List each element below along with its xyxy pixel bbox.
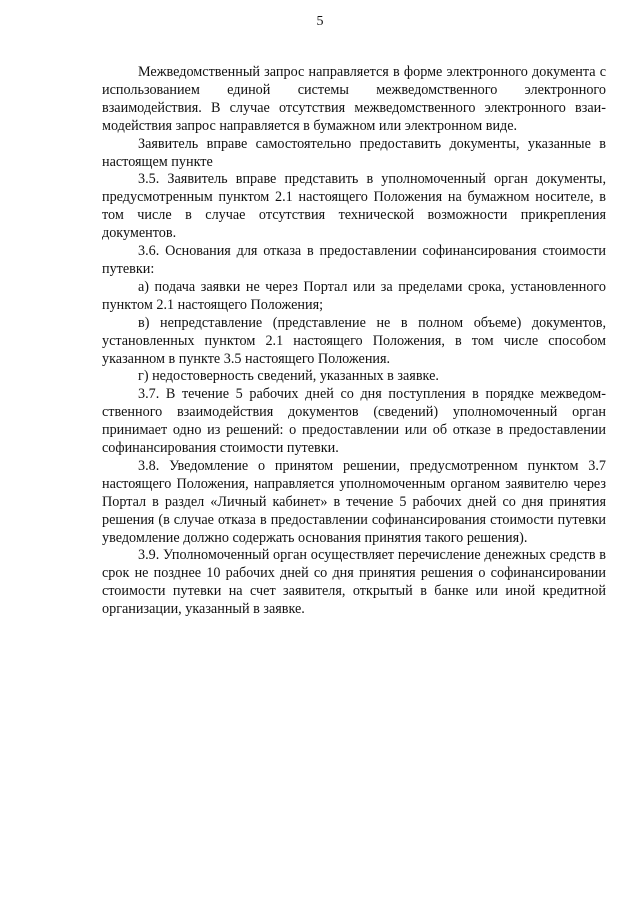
- paragraph-3-6-v: в) непредставление (представление не в полном объеме) документов, установленных пунктом 2.1 настоящего Положения, в том числе способом указанном в пункте 3.5 настоящего Положения.: [102, 314, 606, 367]
- paragraph-3-7: 3.7. В течение 5 рабочих дней со дня поступления в порядке межведомственного взаимодействия документов (сведений) уполномоченный орган принимает одно из решений: о предоставлении или об отказе в предоставлении софинансирования стоимости путевки.: [102, 386, 606, 457]
- paragraph-3-6: 3.6. Основания для отказа в предоставлении софинансирования стоимости путевки:: [102, 243, 606, 277]
- paragraph-applicant-right: Заявитель вправе самостоятельно предоставить документы, указанные в настоящем пункте: [102, 135, 606, 170]
- paragraph-3-6-g: г) недостоверность сведений, указанных в заявке.: [138, 368, 439, 385]
- document-body: [102, 64, 606, 619]
- paragraph-3-8: 3.8. Уведомление о принятом решении, предусмотренном пунктом 3.7 настоящего Положения, направляется уполномоченным органом заявителю через Портал в раздел «Личный кабинет» в течение 5 рабочих дней со дня принятия решения (в случае отказа в предоставлении софинансирования стоимости путевки уведомление должно содержать основания принятия такого решения).: [102, 457, 606, 546]
- page-number: 5: [316, 14, 324, 29]
- paragraph-3-6-a: а) подача заявки не через Портал или за пределами срока, установленного пунктом 2.1 настоящего Положения;: [102, 278, 606, 313]
- paragraph-interagency-request: Межведомственный запрос направляется в форме электронного документа с использованием единой системы межведомственного электронного взаимодействия. В случае отсутствия межведомственного электронного взаимодействия запрос направляется в бумажном или электронном виде.: [102, 64, 606, 134]
- paragraph-3-5: 3.5. Заявитель вправе представить в уполномоченный орган документы, предусмотренным пунктом 2.1 настоящего Положения на бумажном носителе, в том числе в случае отсутствия технической возможности прикрепления документов.: [102, 171, 606, 242]
- paragraph-3-9: 3.9. Уполномоченный орган осуществляет перечисление денежных средств в срок не позднее 10 рабочих дней со дня принятия решения о софинансировании стоимости путевки на счет заявителя, открытый в банке или иной кредитной организации, указанный в заявке.: [102, 547, 606, 618]
